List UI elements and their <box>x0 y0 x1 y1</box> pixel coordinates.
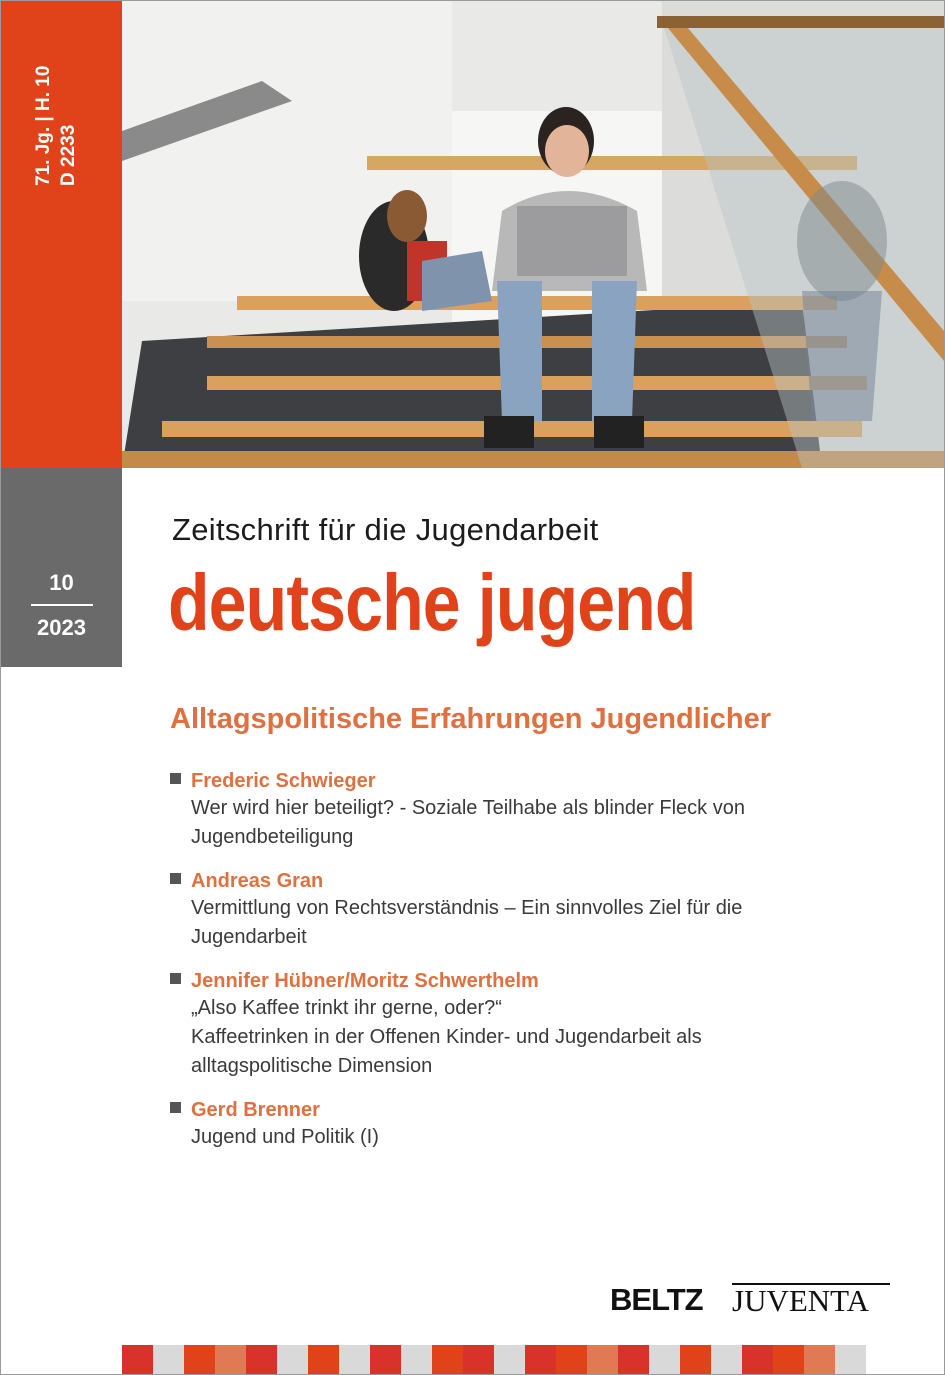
publisher-logo-juventa: JUVENTA <box>732 1283 870 1318</box>
toc-author: Jennifer Hübner/Moritz Schwerthelm <box>191 970 539 992</box>
color-strip-segment <box>370 1345 401 1374</box>
color-strip-segment <box>432 1345 463 1374</box>
color-strip-segment <box>556 1345 587 1374</box>
issue-year: 2023 <box>37 615 86 640</box>
journal-title: deutsche jugend <box>168 558 696 647</box>
color-strip <box>122 1345 866 1374</box>
color-strip-segment <box>153 1345 184 1374</box>
toc-item <box>170 1097 870 1152</box>
toc-title-line: „Also Kaffee trinkt ihr gerne, oder?“ <box>191 997 502 1019</box>
toc-author: Gerd Brenner <box>191 1099 320 1121</box>
color-strip-segment <box>401 1345 432 1374</box>
color-strip-segment <box>525 1345 556 1374</box>
cover-photo <box>122 1 944 468</box>
toc-item <box>170 968 870 1081</box>
spine-code: D 2233 <box>58 124 79 186</box>
color-strip-segment <box>742 1345 773 1374</box>
color-strip-segment <box>246 1345 277 1374</box>
color-strip-segment <box>308 1345 339 1374</box>
color-strip-segment <box>618 1345 649 1374</box>
toc-author: Andreas Gran <box>191 870 324 892</box>
toc-item <box>170 768 870 852</box>
color-strip-segment <box>835 1345 866 1374</box>
color-strip-segment <box>680 1345 711 1374</box>
toc-title-line: alltagspolitische Dimension <box>191 1055 433 1077</box>
toc-item <box>170 868 870 952</box>
publisher-logo <box>610 1282 892 1322</box>
publisher-logo-beltz: BELTZ <box>610 1282 703 1317</box>
square-bullet-icon <box>170 1102 181 1113</box>
table-of-contents <box>170 768 870 1168</box>
toc-title-line: Jugendarbeit <box>191 926 307 948</box>
color-strip-segment <box>463 1345 494 1374</box>
issue-divider <box>31 604 93 606</box>
color-strip-segment <box>277 1345 308 1374</box>
color-strip-segment <box>711 1345 742 1374</box>
issue-number: 10 <box>49 570 74 595</box>
color-strip-segment <box>494 1345 525 1374</box>
square-bullet-icon <box>170 873 181 884</box>
spine-orange-block <box>1 1 122 468</box>
color-strip-segment <box>773 1345 804 1374</box>
toc-title-line: Jugend und Politik (I) <box>191 1126 379 1148</box>
toc-title-line: Kaffeetrinken in der Offenen Kinder- und Jugendarbeit als <box>191 1026 702 1048</box>
issue-box <box>1 570 122 641</box>
square-bullet-icon <box>170 773 181 784</box>
toc-title-line: Wer wird hier beteiligt? - Soziale Teilhabe als blinder Fleck von <box>191 797 745 819</box>
color-strip-segment <box>587 1345 618 1374</box>
spine-volume: 71. Jg. | H. 10 <box>33 65 54 186</box>
color-strip-segment <box>184 1345 215 1374</box>
square-bullet-icon <box>170 973 181 984</box>
color-strip-segment <box>339 1345 370 1374</box>
color-strip-segment <box>649 1345 680 1374</box>
color-strip-segment <box>122 1345 153 1374</box>
spine-text <box>31 0 81 186</box>
journal-subtitle: Zeitschrift für die Jugendarbeit <box>172 512 599 547</box>
toc-author: Frederic Schwieger <box>191 770 376 792</box>
toc-title-line: Vermittlung von Rechtsverständnis – Ein sinnvolles Ziel für die <box>191 897 743 919</box>
issue-theme: Alltagspolitische Erfahrungen Jugendlicher <box>170 703 772 735</box>
toc-title-line: Jugendbeteiligung <box>191 826 354 848</box>
color-strip-segment <box>804 1345 835 1374</box>
color-strip-segment <box>215 1345 246 1374</box>
